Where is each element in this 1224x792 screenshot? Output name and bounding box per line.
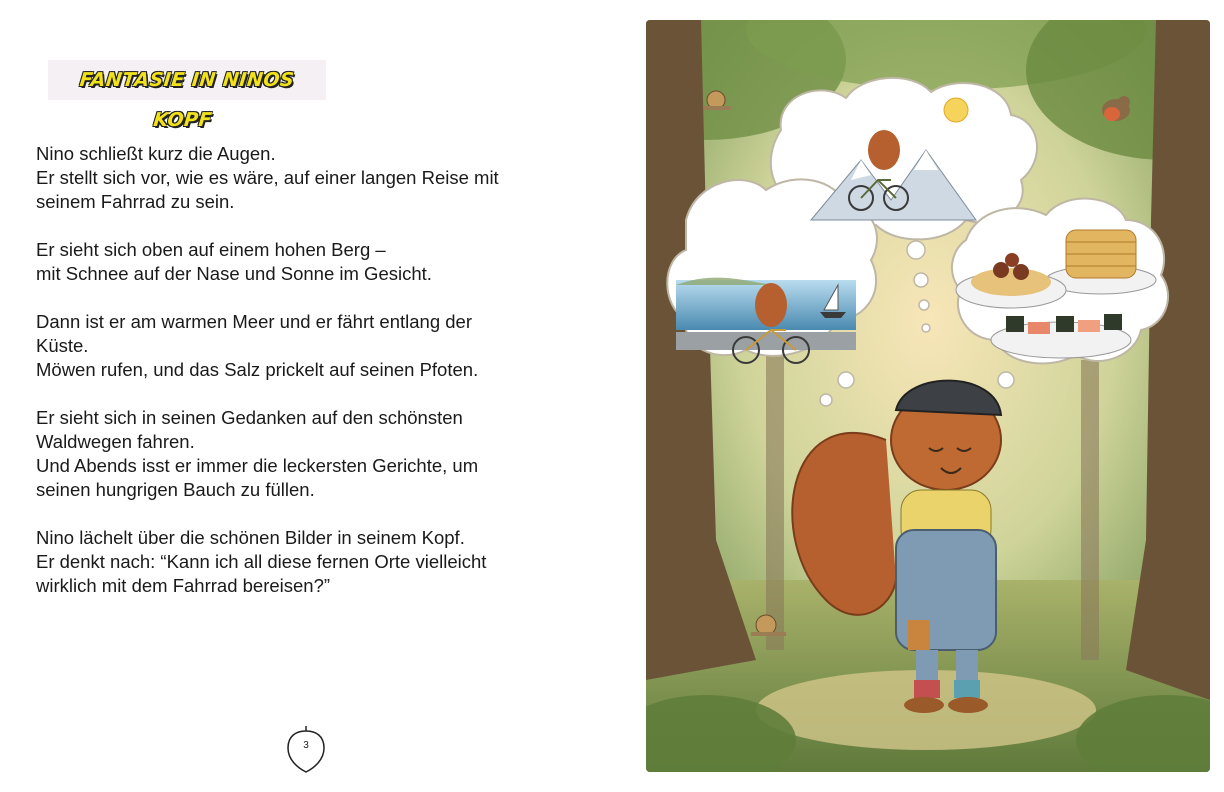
text-line: Er stellt sich vor, wie es wäre, auf einer langen Reise mit — [36, 167, 499, 188]
story-text — [36, 142, 576, 622]
text-line: Er sieht sich oben auf einem hohen Berg – — [36, 239, 386, 260]
story-illustration — [646, 20, 1210, 772]
squirrel-rider-mountain — [868, 130, 900, 170]
text-line: seinen hungrigen Bauch zu füllen. — [36, 479, 315, 500]
chapter-title-banner — [48, 60, 326, 131]
text-line: Nino lächelt über die schönen Bilder in seinem Kopf. — [36, 527, 465, 548]
text-line: Küste. — [36, 335, 89, 356]
paragraph-5 — [36, 526, 576, 598]
forest-scene — [646, 20, 1210, 772]
text-line: Möwen rufen, und das Salz prickelt auf seinen Pfoten. — [36, 359, 479, 380]
text-line: seinem Fahrrad zu sein. — [36, 191, 235, 212]
paragraph-2 — [36, 238, 576, 286]
sushi-icon — [991, 314, 1131, 358]
chapter-title: FANTASIE IN NINOS KOPF — [78, 69, 296, 131]
text-line: Und Abends isst er immer die leckersten Gerichte, um — [36, 455, 479, 476]
paragraph-4 — [36, 406, 576, 502]
paragraph-3 — [36, 310, 576, 382]
text-line: Dann ist er am warmen Meer und er fährt entlang der — [36, 311, 472, 332]
text-line: Waldwegen fahren. — [36, 431, 195, 452]
paragraph-1 — [36, 142, 576, 214]
text-line: Er sieht sich in seinen Gedanken auf den schönsten — [36, 407, 463, 428]
squirrel-rider-sea — [755, 283, 787, 327]
sun-icon — [944, 98, 968, 122]
text-line: Er denkt nach: “Kann ich all diese fernen Orte vielleicht — [36, 551, 487, 572]
text-line: Nino schließt kurz die Augen. — [36, 143, 276, 164]
text-line: wirklich mit dem Fahrrad bereisen?” — [36, 575, 331, 596]
page-number: 3 — [303, 740, 309, 751]
page-number-badge — [286, 724, 326, 774]
text-line: mit Schnee auf der Nase und Sonne im Gesicht. — [36, 263, 432, 284]
